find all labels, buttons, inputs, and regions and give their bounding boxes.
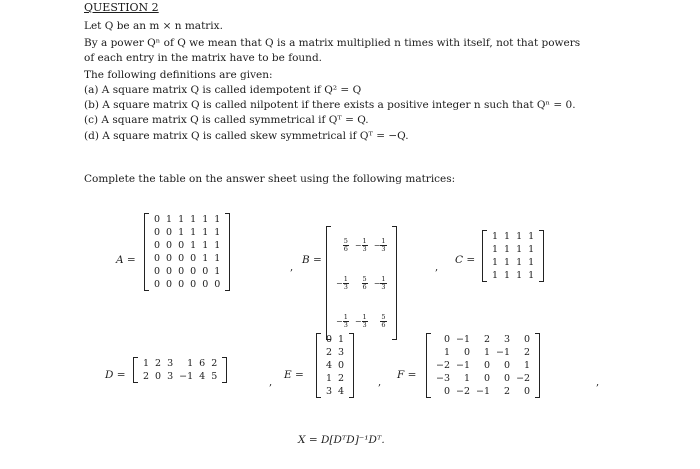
matrix-entry: 0 [154, 253, 161, 264]
matrix-entry: 1 [326, 373, 333, 384]
matrix-entry: 4 [326, 360, 333, 371]
matrix-entry: − $\frac{1}{3}$ [336, 274, 348, 291]
matrix-entry: − $\frac{1}{3}$ [373, 236, 386, 253]
matrix-entry: 0 [154, 240, 161, 251]
matrix-entry: 1 [214, 214, 221, 225]
matrix-entry: 1 [484, 347, 491, 358]
matrix-e-label: E = [284, 369, 304, 381]
matrix-entry: 1 [202, 240, 209, 251]
matrix-entry: 0 [463, 347, 471, 358]
matrix-entry: 2 [484, 334, 491, 345]
intro-line-1: Let Q be an m × n matrix. [84, 20, 223, 32]
definition-a: (a) A square matrix Q is called idempotent if Q² = Q [84, 84, 362, 96]
matrix-entry: 0 [524, 386, 531, 397]
matrix-entry: 0 [484, 360, 491, 371]
matrix-row [323, 333, 347, 346]
matrix-entry: −2 [516, 373, 531, 384]
left-bracket [326, 226, 331, 340]
left-bracket [144, 213, 149, 291]
comma: , [596, 377, 600, 388]
matrix-row [151, 252, 223, 265]
right-bracket [225, 213, 230, 291]
matrix-row [140, 370, 220, 383]
matrix-entry: 1 [214, 240, 221, 251]
matrix-entry: 1 [528, 257, 535, 268]
matrix-entry: 1 [504, 244, 511, 255]
matrix-entry: 0 [202, 279, 209, 290]
matrix-entry: 5 [211, 371, 218, 382]
matrix-row [489, 230, 537, 243]
matrix-entry: 1 [516, 257, 523, 268]
matrix-entry: 0 [443, 334, 451, 345]
matrix-row [433, 346, 533, 359]
matrix-entry: 1 [516, 270, 523, 281]
matrix-entry: 1 [492, 244, 499, 255]
matrix-row [433, 385, 533, 398]
right-bracket [349, 333, 354, 398]
matrix-entry: 0 [166, 266, 173, 277]
matrix-row [489, 269, 537, 282]
matrix-entry: −3 [436, 373, 451, 384]
matrix-entry: − $\frac{1}{3}$ [354, 312, 367, 329]
matrix-entry: 0 [166, 240, 173, 251]
matrix-row [333, 264, 390, 302]
left-bracket [316, 333, 321, 398]
matrix-entry: 2 [143, 371, 150, 382]
matrix-entry: 3 [326, 386, 333, 397]
matrix-entry: 2 [504, 386, 511, 397]
comma: , [290, 262, 294, 273]
matrix-entry: −1 [476, 386, 491, 397]
definition-d: (d) A square matrix Q is called skew symmetrical if Qᵀ = −Q. [84, 130, 409, 142]
matrix-entry: 1 [528, 244, 535, 255]
left-bracket [482, 230, 487, 282]
matrix-row [151, 265, 223, 278]
matrix-entry: −1 [496, 347, 511, 358]
matrix-entry: 1 [338, 334, 345, 345]
matrix-row [433, 359, 533, 372]
matrix-a-label: A = [116, 254, 136, 266]
matrix-entry: $\frac{5}{6}$ [362, 274, 367, 291]
matrix-entry: 1 [143, 358, 150, 369]
formula-x: X = D[DᵀD]⁻¹Dᵀ. [298, 434, 385, 446]
matrix-entry: 3 [167, 371, 174, 382]
matrix-entry: 1 [190, 214, 197, 225]
matrix-b-label: B = [302, 254, 322, 266]
matrix-row [433, 372, 533, 385]
right-bracket [222, 357, 227, 383]
matrix-entry: $\frac{5}{6}$ [381, 312, 386, 329]
matrix-entry: 1 [214, 266, 221, 277]
left-bracket [133, 357, 138, 383]
matrix-entry: 0 [178, 279, 185, 290]
matrix-d [133, 357, 227, 383]
matrix-row [140, 357, 220, 370]
matrix-entry: 1 [492, 270, 499, 281]
matrix-row [151, 278, 223, 291]
question-title: QUESTION 2 [84, 1, 159, 14]
matrix-entry: 1 [504, 257, 511, 268]
matrix-entry: 0 [155, 371, 162, 382]
right-bracket [392, 226, 397, 340]
matrix-entry: 0 [190, 279, 197, 290]
matrix-entry: 1 [202, 253, 209, 264]
matrix-entry: 0 [166, 253, 173, 264]
matrix-entry: 1 [178, 214, 185, 225]
matrix-entry: −1 [179, 371, 194, 382]
matrix-entry: 2 [338, 373, 345, 384]
matrix-entry: −1 [456, 360, 471, 371]
matrix-row [489, 256, 537, 269]
matrix-entry: 2 [211, 358, 218, 369]
matrix-entry: 0 [178, 266, 185, 277]
matrix-entry: 1 [504, 231, 511, 242]
matrix-row [323, 359, 347, 372]
matrix-entry: 0 [326, 334, 333, 345]
matrix-e [316, 333, 354, 398]
matrix-entry: 0 [202, 266, 209, 277]
matrix-entry: 1 [516, 231, 523, 242]
matrix-entry: 2 [155, 358, 162, 369]
matrix-entry: 1 [516, 244, 523, 255]
matrix-entry: −2 [456, 386, 471, 397]
comma: , [269, 377, 273, 388]
matrix-entry: 1 [524, 360, 531, 371]
matrix-row [323, 372, 347, 385]
definition-c: (c) A square matrix Q is called symmetrical if Qᵀ = Q. [84, 114, 369, 126]
matrix-entry: 0 [178, 253, 185, 264]
matrix-entry: 0 [504, 360, 511, 371]
matrix-entry: 0 [166, 227, 173, 238]
intro-line-3: of each entry in the matrix have to be found. [84, 52, 322, 64]
matrix-entry: 1 [492, 257, 499, 268]
matrix-entry: − $\frac{1}{3}$ [354, 236, 367, 253]
right-bracket [539, 230, 544, 282]
matrix-entry: 1 [187, 358, 194, 369]
matrix-entry: 4 [338, 386, 345, 397]
matrix-entry: 1 [190, 227, 197, 238]
matrix-b [326, 226, 397, 340]
matrix-row [433, 333, 533, 346]
matrix-entry: 4 [199, 371, 206, 382]
matrix-entry: 0 [154, 227, 161, 238]
matrix-entry: 1 [443, 347, 451, 358]
matrix-entry: 0 [154, 266, 161, 277]
matrix-entry: 0 [154, 279, 161, 290]
matrix-f [426, 333, 540, 398]
matrix-entry: −1 [456, 334, 471, 345]
matrix-entry: 0 [484, 373, 491, 384]
matrix-entry: 0 [154, 214, 161, 225]
matrix-entry: 0 [178, 240, 185, 251]
matrix-entry: 3 [504, 334, 511, 345]
right-bracket [535, 333, 540, 398]
matrix-entry: 1 [190, 240, 197, 251]
matrix-d-label: D = [105, 369, 126, 381]
matrix-entry: 1 [202, 214, 209, 225]
matrix-entry: − $\frac{1}{3}$ [373, 274, 386, 291]
intro-line-2: By a power Qⁿ of Q we mean that Q is a matrix multiplied n times with itself, not that powers [84, 37, 581, 49]
matrix-entry: 0 [166, 279, 173, 290]
matrix-c-label: C = [455, 254, 476, 266]
matrix-entry: 1 [528, 270, 535, 281]
matrix-entry: 1 [463, 373, 471, 384]
matrix-entry: 1 [178, 227, 185, 238]
definitions-heading: The following definitions are given: [84, 69, 273, 81]
matrix-entry: 1 [214, 227, 221, 238]
matrix-row [151, 239, 223, 252]
instruction-text: Complete the table on the answer sheet using the following matrices: [84, 173, 456, 185]
matrix-entry: $\frac{5}{6}$ [343, 236, 348, 253]
matrix-entry: 0 [524, 334, 531, 345]
left-bracket [426, 333, 431, 398]
comma: , [435, 262, 439, 273]
matrix-row [323, 385, 347, 398]
matrix-entry: 1 [504, 270, 511, 281]
matrix-entry: 3 [167, 358, 174, 369]
matrix-entry: −2 [436, 360, 451, 371]
matrix-row [489, 243, 537, 256]
matrix-entry: 1 [166, 214, 173, 225]
matrix-entry: 1 [214, 253, 221, 264]
definition-b: (b) A square matrix Q is called nilpotent if there exists a positive integer n such that Qⁿ = 0. [84, 99, 576, 111]
matrix-entry: 0 [338, 360, 345, 371]
matrix-entry: 6 [199, 358, 206, 369]
matrix-entry: 1 [492, 231, 499, 242]
matrix-entry: − $\frac{1}{3}$ [336, 312, 348, 329]
matrix-entry: 0 [443, 386, 451, 397]
matrix-entry: 0 [190, 266, 197, 277]
matrix-entry: 2 [326, 347, 333, 358]
matrix-entry: 2 [524, 347, 531, 358]
matrix-c [482, 230, 544, 282]
matrix-entry: 1 [202, 227, 209, 238]
matrix-a [144, 213, 230, 291]
matrix-entry: 0 [504, 373, 511, 384]
matrix-row [323, 346, 347, 359]
comma: , [378, 377, 382, 388]
matrix-entry: 3 [338, 347, 345, 358]
matrix-row [151, 213, 223, 226]
matrix-entry: 0 [190, 253, 197, 264]
matrix-f-label: F = [397, 369, 417, 381]
matrix-row [151, 226, 223, 239]
matrix-entry: 1 [528, 231, 535, 242]
matrix-entry: 0 [214, 279, 221, 290]
matrix-row [333, 226, 390, 264]
